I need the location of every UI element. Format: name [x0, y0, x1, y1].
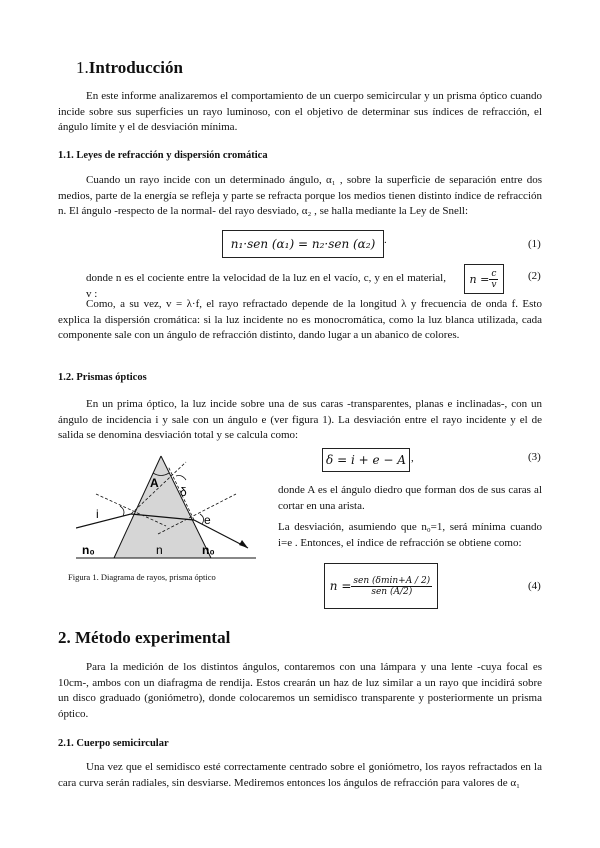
equation-2-fraction	[489, 269, 498, 290]
equation-1-dot: .	[384, 234, 387, 246]
dispersion-paragraph: Como, a su vez, v = λ·f, el rayo refractado depende de la longitud λ y frecuencia de onda f. Esto explica la dispersión cromática: si la luz incidente no es monocromática, como la luz blanca utilizada, cada componente sale con un ángulo de refracción distinto, dando lugar a un abanico de colores.	[58, 298, 542, 341]
equation-2-number: (2)	[528, 270, 541, 282]
equation-1-box	[222, 230, 384, 258]
dihedral-paragraph: donde A es el ángulo diedro que forman dos de sus caras al cortar en una arista.	[278, 484, 542, 512]
figure-label-i: i	[96, 507, 99, 521]
deviation-angle-arc	[176, 476, 186, 481]
snell-paragraph: Cuando un rayo incide con un determinado ángulo, α₁ , sobre la superficie de separación entre dos medios, parte de la energía se refleja y parte se refracta porque los medios tienen distinto índice de refracción n. El ángulo -respecto de la normal- del rayo desviado, α₂ , se halla mediante la Ley de Snell:	[58, 174, 542, 217]
equation-4-box	[324, 563, 438, 609]
incidence-angle-arc	[120, 506, 124, 516]
figure-1-caption: Figura 1. Diagrama de rayos, prisma óptico	[68, 572, 216, 582]
equation-1: n₁·sen (α₁) = n₂·sen (α₂)	[230, 237, 376, 251]
intro-paragraph: En este informe analizaremos el comportamiento de un cuerpo semicircular y un prisma óptico cuando incide sobre sus superficies un rayo luminoso, con el objetivo de determinar sus índices de refracción, el ángulo límite y el de desviación mínima.	[58, 90, 542, 133]
method-paragraph: Para la medición de los distintos ángulos, contaremos con una lámpara y una lente -cuya focal es 10cm-, ambos con un diafragma de rendija. Estos crearán un haz de luz similar a un rayo que incidirá sobre un disco graduado (goniómetro), donde colocaremos un semidisco transparente y posteriormente un prisma óptico.	[58, 661, 542, 720]
figure-label-n0-right: n₀	[202, 543, 215, 557]
min-deviation-paragraph: La desviación, asumiendo que n₀=1, será mínima cuando i=e . Entonces, el índice de refracción se obtiene como:	[278, 521, 542, 549]
emergent-ray-arrowhead	[239, 540, 248, 548]
equation-4-number: (4)	[528, 580, 541, 592]
section-1-number: 1.	[76, 58, 89, 77]
figure-label-e: e	[204, 513, 211, 527]
subsection-1-1-title: 1.1. Leyes de refracción y dispersión cromática	[58, 150, 268, 161]
figure-label-n0-left: n₀	[82, 543, 95, 557]
prism-ray-diagram	[76, 454, 256, 568]
equation-4-numerator: sen (δmin+A / 2)	[353, 575, 431, 586]
equation-2-box	[464, 264, 504, 294]
section-1-title: Introducción	[88, 58, 183, 77]
figure-label-delta: δ	[180, 485, 187, 499]
equation-4-denominator: sen (A/2)	[371, 586, 413, 597]
equation-2-denominator: v	[491, 279, 497, 290]
subsection-1-2-title: 1.2. Prismas ópticos	[58, 372, 147, 383]
equation-1-number: (1)	[528, 238, 541, 250]
figure-label-A: A	[150, 476, 159, 490]
equation-4-fraction	[351, 576, 432, 597]
section-1-heading	[76, 58, 183, 78]
figure-label-n: n	[156, 543, 163, 557]
subsection-2-1-title: 2.1. Cuerpo semicircular	[58, 738, 169, 749]
equation-3-number: (3)	[528, 451, 541, 463]
velocity-paragraph: donde n es el cociente entre la velocidad de la luz en el vacío, c, y en el material, v :	[86, 272, 446, 300]
prism-paragraph: En un prima óptico, la luz incide sobre una de sus caras -transparentes, planas e inclinadas-, con un ángulo de incidencia i y sale con un ángulo e (ver figura 1). La desviación entre el rayo incidente y el de salida se denomina desviación total y se calcula como:	[58, 398, 542, 441]
incident-ray	[76, 514, 131, 528]
equation-3-comma: ,	[411, 452, 414, 464]
equation-4-lhs: n =	[329, 579, 352, 593]
semicircle-paragraph: Una vez que el semidisco esté correctamente centrado sobre el goniómetro, los rayos refractados en la cara curva serán radiales, sin desviarse. Mediremos entonces los ángulos de refracción para valores de α₁	[58, 761, 542, 789]
section-2-heading: 2. Método experimental	[58, 628, 231, 647]
equation-3-box	[322, 448, 410, 472]
equation-2-lhs: n =	[469, 272, 490, 286]
equation-3: δ = i + e − A	[326, 453, 406, 467]
equation-2-numerator: c	[491, 268, 497, 279]
